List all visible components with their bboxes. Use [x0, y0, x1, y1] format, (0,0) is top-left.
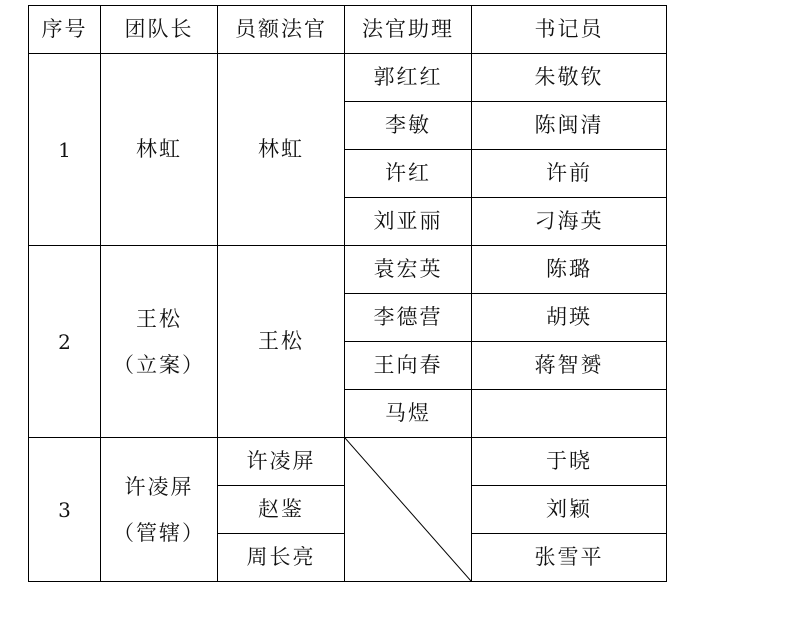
- clerk-cell: 刁海英: [472, 198, 667, 246]
- team-leader-note: （管辖）: [113, 520, 205, 545]
- header-no: 序号: [29, 6, 101, 54]
- clerk-cell: 许前: [472, 150, 667, 198]
- assistant-cell: 袁宏英: [345, 246, 472, 294]
- assistant-cell: 许红: [345, 150, 472, 198]
- assistant-cell: 刘亚丽: [345, 198, 472, 246]
- table-row: [29, 246, 667, 294]
- group-number: 1: [29, 54, 101, 246]
- assistant-cell: 王向春: [345, 342, 472, 390]
- team-leader-note: （立案）: [113, 352, 205, 377]
- clerk-cell: 胡瑛: [472, 294, 667, 342]
- clerk-cell: 于晓: [472, 438, 667, 486]
- header-leader: 团队长: [101, 6, 218, 54]
- group-number: 2: [29, 246, 101, 438]
- clerk-cell: 朱敬钦: [472, 54, 667, 102]
- assistant-cell: 马煜: [345, 390, 472, 438]
- table-row: [29, 54, 667, 102]
- judge-cell: 林虹: [218, 54, 345, 246]
- diagonal-line: [345, 438, 471, 581]
- clerk-cell: 陈璐: [472, 246, 667, 294]
- judge-cell: 许凌屏: [218, 438, 345, 486]
- empty-diagonal-cell: [345, 438, 472, 582]
- assistant-cell: 李敏: [345, 102, 472, 150]
- team-leader: [101, 246, 218, 438]
- clerk-cell: 陈闽清: [472, 102, 667, 150]
- group-number: 3: [29, 438, 101, 582]
- team-leader: [101, 438, 218, 582]
- judge-cell: 周长亮: [218, 534, 345, 582]
- clerk-cell: 刘颖: [472, 486, 667, 534]
- header-clerk: 书记员: [472, 6, 667, 54]
- judge-cell: 王松: [218, 246, 345, 438]
- assignment-table-container: [28, 5, 667, 582]
- clerk-cell: 蒋智赟: [472, 342, 667, 390]
- team-leader: [101, 54, 218, 246]
- team-leader-name: 林虹: [136, 137, 182, 161]
- assistant-cell: 郭红红: [345, 54, 472, 102]
- clerk-cell: 张雪平: [472, 534, 667, 582]
- header-row: [29, 6, 667, 54]
- team-assignment-table: [28, 5, 667, 582]
- clerk-cell: [472, 390, 667, 438]
- header-judge: 员额法官: [218, 6, 345, 54]
- header-assistant: 法官助理: [345, 6, 472, 54]
- team-leader-name: 许凌屏: [124, 474, 194, 499]
- judge-cell: 赵鉴: [218, 486, 345, 534]
- assistant-cell: 李德营: [345, 294, 472, 342]
- table-row: [29, 438, 667, 486]
- team-leader-name: 王松: [136, 306, 182, 331]
